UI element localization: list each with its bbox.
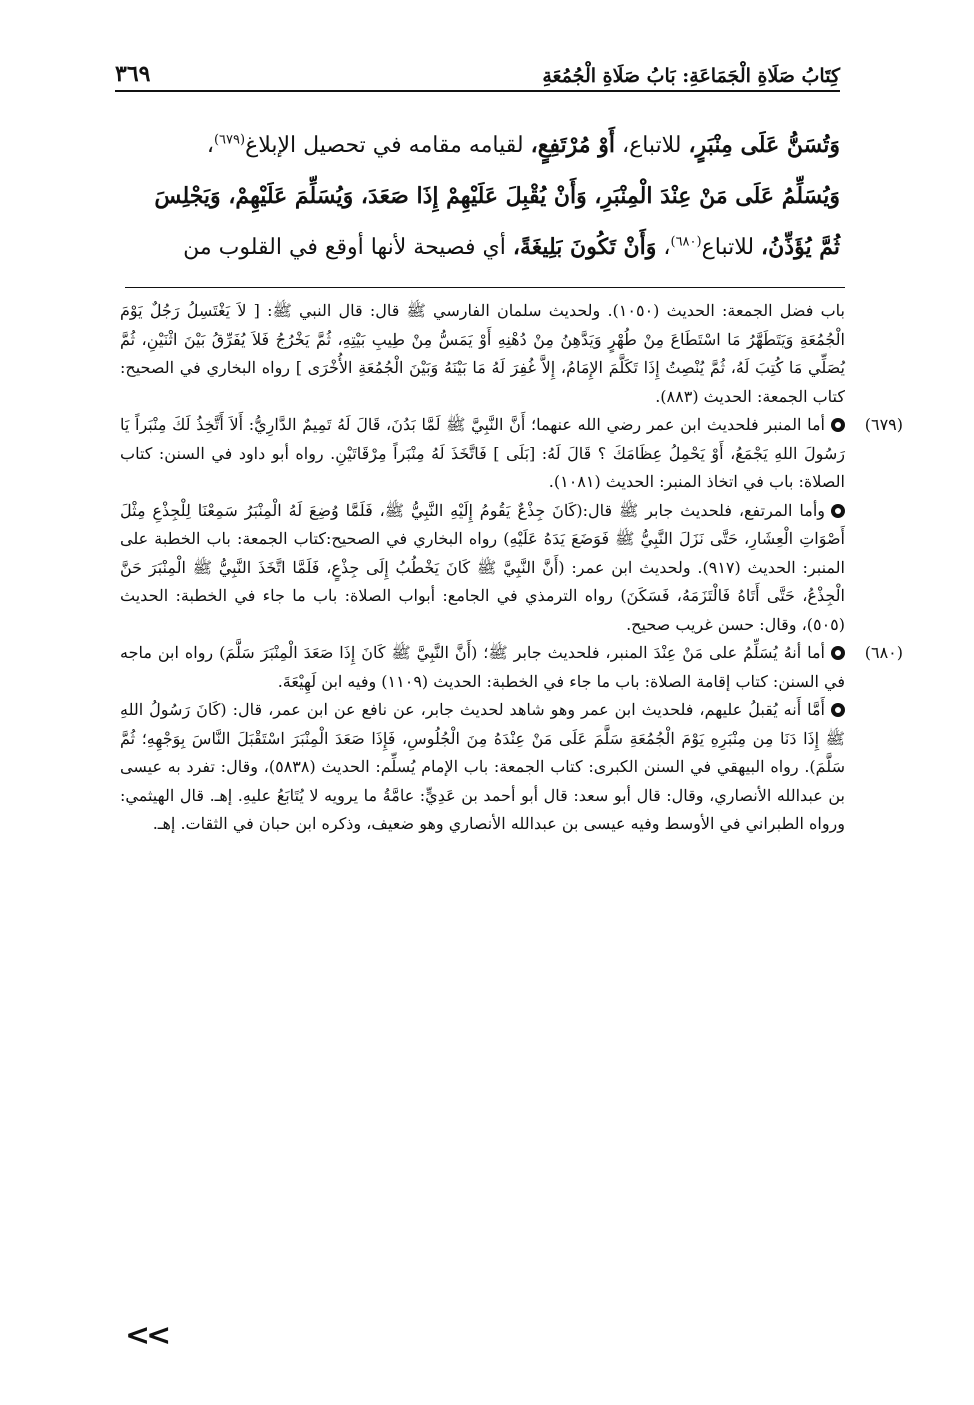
footnote-separator xyxy=(125,287,845,288)
continuation-mark-icon: << xyxy=(125,1318,168,1353)
matn-text: وَيُسَلِّمُ عَلَى مَنْ عِنْدَ الْمِنْبَرِ، وَأَنْ يُقْبِلَ عَلَيْهِمْ إِذَا صَعَدَ، وَيُسَلِّمَ عَلَيْهِمْ، وَيَجْلِسَ xyxy=(154,183,840,209)
matn-text: أَوْ مُرْتَفِعٍ، xyxy=(530,132,615,158)
footnotes xyxy=(120,297,903,839)
sharh-text: أي فصيحة لأنها أوقع في القلوب من xyxy=(183,235,513,260)
footnote-text: أَمَّا أَنه يُقبلُ عليهم، فلحديث ابن عمر وهو شاهد لحديث جابر، عن نافع عن ابن عمر، قال: (كَانَ رَسُولُ اللهِ ﷺ إِذَا دَنَا مِن مِنْبَرِهِ يَوْمَ الْجُمُعَةِ سَلَّمَ عَلَى مَنْ عِنْدَهُ مِنَ الْجُلُوسِ، فَإِذَا صَعَدَ الْمِنْبَرَ اسْتَقْبَلَ النَّاسَ بِوَجْهِهِ؛ ثُمَّ سَلَّمَ). رواه البيهقي في السنن الكبرى: كتاب الجمعة: باب الإمام يُسلِّم: الحديث (٥٨٣٨)، وقال: تفرد به عيسى بن عبدالله الأنصاري، وقال: قال أبو سعد: قال أبو أحمد بن عَدِيٍّ: عامَّةُ ما يرويه لا يُتَابَعُ عليهِ. إهـ. قال الهيثمي: ورواه الطبراني في الأوسط وفيه عيسى بن عبدالله الأنصاري وهو ضعيف، وذكره ابن حبان في الثقات. إهـ. xyxy=(120,700,846,833)
matn-text: وَتُسَنُّ عَلَى مِنْبَرٍ، xyxy=(688,132,840,158)
bullet-icon xyxy=(831,504,845,518)
bullet-icon xyxy=(831,703,845,717)
sharh-text: ، xyxy=(656,235,671,260)
main-line-1 xyxy=(120,120,840,171)
sharh-text: للاتباع، xyxy=(614,133,689,158)
page-number: ٣٦٩ xyxy=(115,61,151,87)
footnote-number: (٦٧٩) xyxy=(864,415,903,434)
running-header xyxy=(115,56,840,92)
footnote-680 xyxy=(120,639,903,696)
sharh-text: ، xyxy=(206,133,214,158)
chapter-title: كِتَابُ صَلَاةِ الْجَمَاعَةِ: بَابُ صَلَاةِ الْجُمُعَةِ xyxy=(542,65,840,87)
matn-text: وَأَنْ تَكُونَ بَلِيغَةً، xyxy=(512,234,657,260)
footnote-679 xyxy=(120,411,903,497)
footnote-ref[interactable]: (٦٧٩) xyxy=(213,132,246,148)
footnote-ref[interactable]: (٦٨٠) xyxy=(670,234,702,250)
main-text xyxy=(120,120,840,273)
footnote-number: (٦٨٠) xyxy=(864,643,903,662)
main-line-2 xyxy=(120,171,840,222)
sharh-text: للاتباع xyxy=(701,235,762,260)
main-line-3 xyxy=(120,222,840,273)
matn-text: ثُمَّ يُؤَذِّنُ، xyxy=(761,234,840,260)
bullet-icon xyxy=(831,418,845,432)
footnote-679-part2 xyxy=(120,497,845,640)
bullet-icon xyxy=(831,646,845,660)
footnote-text: أما المنبر فلحديث ابن عمر رضي الله عنهما؛ أَنَّ النَّبِيَّ ﷺ لَمَّا بَدُنَ، قَالَ لَهُ تَمِيمٌ الدَّارِيُّ: أَلاَ أَتَّخِذُ لَكَ مِنْبَراً يَا رَسُولَ اللهِ يَجْمَعُ، أَوْ يَحْمِلُ عِظَامَكَ ؟ قَالَ لَهُ: [بَلَى ] فَاتَّخَذَ لَهُ مِنْبَراً مِرْقَاتَيْنِ. رواه أبو داود في السنن: كتاب الصلاة: باب في اتخاذ المنبر: الحديث (١٠٨١). xyxy=(120,415,845,491)
sharh-text: لقيامه مقامه في تحصيل الإبلاغ xyxy=(245,133,531,158)
footnote-text: أما أنهُ يُسَلِّمُ على مَنْ عِنْدَ المنبر، فلحديث جابر ﷺ؛ (أَنَّ النَّبِيَّ ﷺ كَانَ إِذَا صَعَدَ الْمِنْبَرَ سَلَّمَ) رواه ابن ماجه في السنن: كتاب إقامة الصلاة: باب ما جاء في الخطبة: الحديث (١١٠٩) وفيه ابن لَهِيْعَةَ. xyxy=(120,643,845,691)
footnote-680-part2 xyxy=(120,696,845,839)
footnote-continued: باب فضل الجمعة: الحديث (١٠٥٠). ولحديث سلمان الفارسي ﷺ قال: قال النبي ﷺ: [ لاَ يَغْتَسِلُ رَجُلٌ يَوْمَ الْجُمُعَةِ وَيَتَطَهَّرُ مَا اسْتَطَاعَ مِنْ طُهْرٍ وَيَدَّهِنُ مِنْ دُهْنِهِ أَوْ يَمَسُّ مِنْ طِيبِ بَيْتِهِ، ثُمَّ يَخْرُجُ فَلاَ يُفَرِّقُ بَيْنَ اثْنَيْنِ، ثُمَّ يُصَلِّي مَا كُتِبَ لَهُ، ثُمَّ يُنْصِتُ إِذَا تَكَلَّمَ الإِمَامُ، إِلاَّ غُفِرَ لَهُ مَا بَيْنَهُ وَبَيْنَ الْجُمُعَةِ الأُخْرَى ] رواه البخاري في الصحيح: كتاب الجمعة: الحديث (٨٨٣). xyxy=(120,301,846,406)
footnote-text: وأما المرتفع، فلحديث جابر ﷺ قال:(كَانَ جِذْعٌ يَقُومُ إِلَيْهِ النَّبِيُّ ﷺ، فَلَمَّا وُضِعَ لَهُ الْمِنْبَرُ سَمِعْنَا لِلْجِذْعِ مِثْلَ أَصْوَاتِ الْعِشَارِ، حَتَّى نَزَلَ النَّبِيُّ ﷺ فَوَضَعَ يَدَهُ عَلَيْهِ) رواه البخاري في الصحيح:كتاب الجمعة: باب الخطبة على المنبر: الحديث (٩١٧). ولحديث ابن عمر: (أَنَّ النَّبِيَّ ﷺ كَانَ يَخْطُبُ إِلَى جِذْعٍ، فَلَمَّا اتَّخَذَ النَّبِيُّ ﷺ الْمِنْبَرَ حَنَّ الْجِذْعُ، حَتَّى أَتَاهُ فَالْتَزَمَهُ، فَسَكَنَ) رواه الترمذي في الجامع: أبواب الصلاة: باب ما جاء في الخطبة: الحديث (٥٠٥)، وقال: حسن غريب صحيح. xyxy=(120,500,845,634)
